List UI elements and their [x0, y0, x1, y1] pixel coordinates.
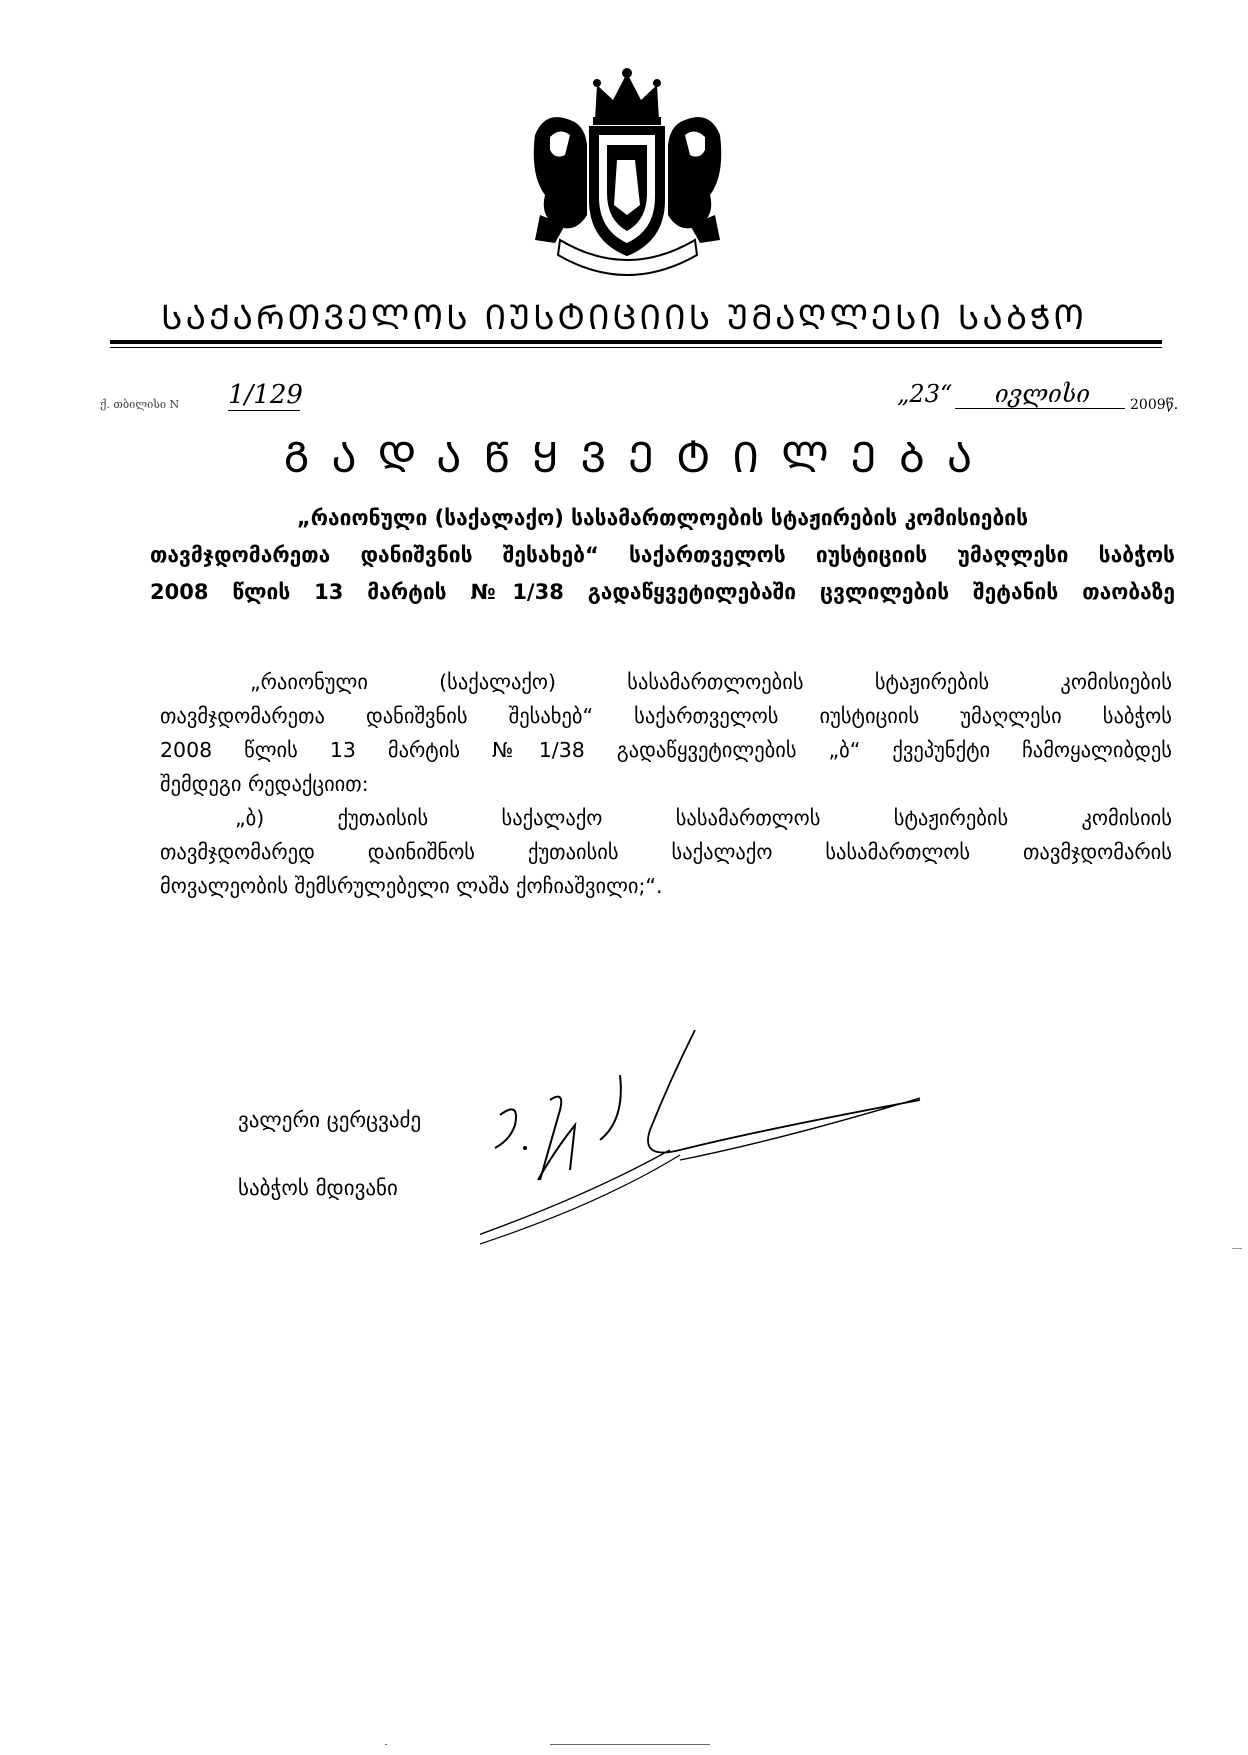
body-line: შემდეგი რედაქციით:: [160, 772, 369, 796]
header-rule-thick: [110, 340, 1162, 344]
body-line: „რაიონული (საქალაქო) სასამართლოების სტაჟირების კომისიების: [250, 670, 1172, 694]
council-name-header: ᲡᲐᲥᲐᲠᲗᲕᲔᲚᲝᲡ ᲘᲣᲡᲢᲘᲪᲘᲘᲡ ᲣᲛᲐᲦᲚᲔᲡᲘ ᲡᲐᲑᲭᲝ: [161, 298, 1087, 338]
date-day: „23“: [897, 380, 953, 408]
scan-footer-mark: [385, 1744, 387, 1745]
signer-name: ვალერი ცერცვაძე: [238, 1108, 422, 1132]
decision-body: [160, 665, 1172, 903]
header-rule-thin: [110, 347, 1162, 348]
document-type-title: ᲒᲐᲓᲐᲬᲧᲕᲔᲢᲘᲚᲔᲑᲐ: [283, 433, 995, 482]
reference-number: 1/129: [228, 380, 303, 410]
coat-of-arms-emblem: [525, 65, 730, 280]
date-month: ივლისი: [955, 380, 1125, 409]
scan-edge-mark: [1232, 1248, 1242, 1249]
subject-line: „რაიონული (საქალაქო) სასამართლოების სტაჟირების კომისიების: [296, 506, 1029, 530]
date-year: 2009წ.: [1130, 397, 1179, 413]
decision-subject: [150, 500, 1175, 611]
body-line: თავმჯდომარედ დაინიშნოს ქუთაისის საქალაქო სასამართლოს თავმჯდომარის: [160, 840, 1172, 864]
subject-line: 2008 წლის 13 მარტის №1/38 გადაწყვეტილებაში ცვლილების შეტანის თაობაზე: [150, 580, 1175, 604]
body-line: „ბ) ქუთაისის საქალაქო სასამართლოს სტაჟირების კომისიის: [235, 806, 1172, 830]
reference-label: ქ. თბილისი N: [100, 398, 180, 411]
body-line: 2008 წლის 13 მარტის №1/38 გადაწყვეტილების „ბ“ ქვეპუნქტი ჩამოყალიბდეს: [160, 738, 1172, 762]
body-line: მოვალეობის შემსრულებელი ლაშა ქოჩიაშვილი;“.: [160, 874, 663, 898]
body-line: თავმჯდომარეთა დანიშვნის შესახებ“ საქართველოს იუსტიციის უმაღლესი საბჭოს: [160, 704, 1172, 728]
signer-title: საბჭოს მდივანი: [238, 1176, 398, 1200]
subject-line: თავმჯდომარეთა დანიშვნის შესახებ“ საქართველოს იუსტიციის უმაღლესი საბჭოს: [150, 543, 1175, 567]
scan-footer-mark: [550, 1744, 710, 1745]
handwritten-signature: [480, 1030, 940, 1260]
